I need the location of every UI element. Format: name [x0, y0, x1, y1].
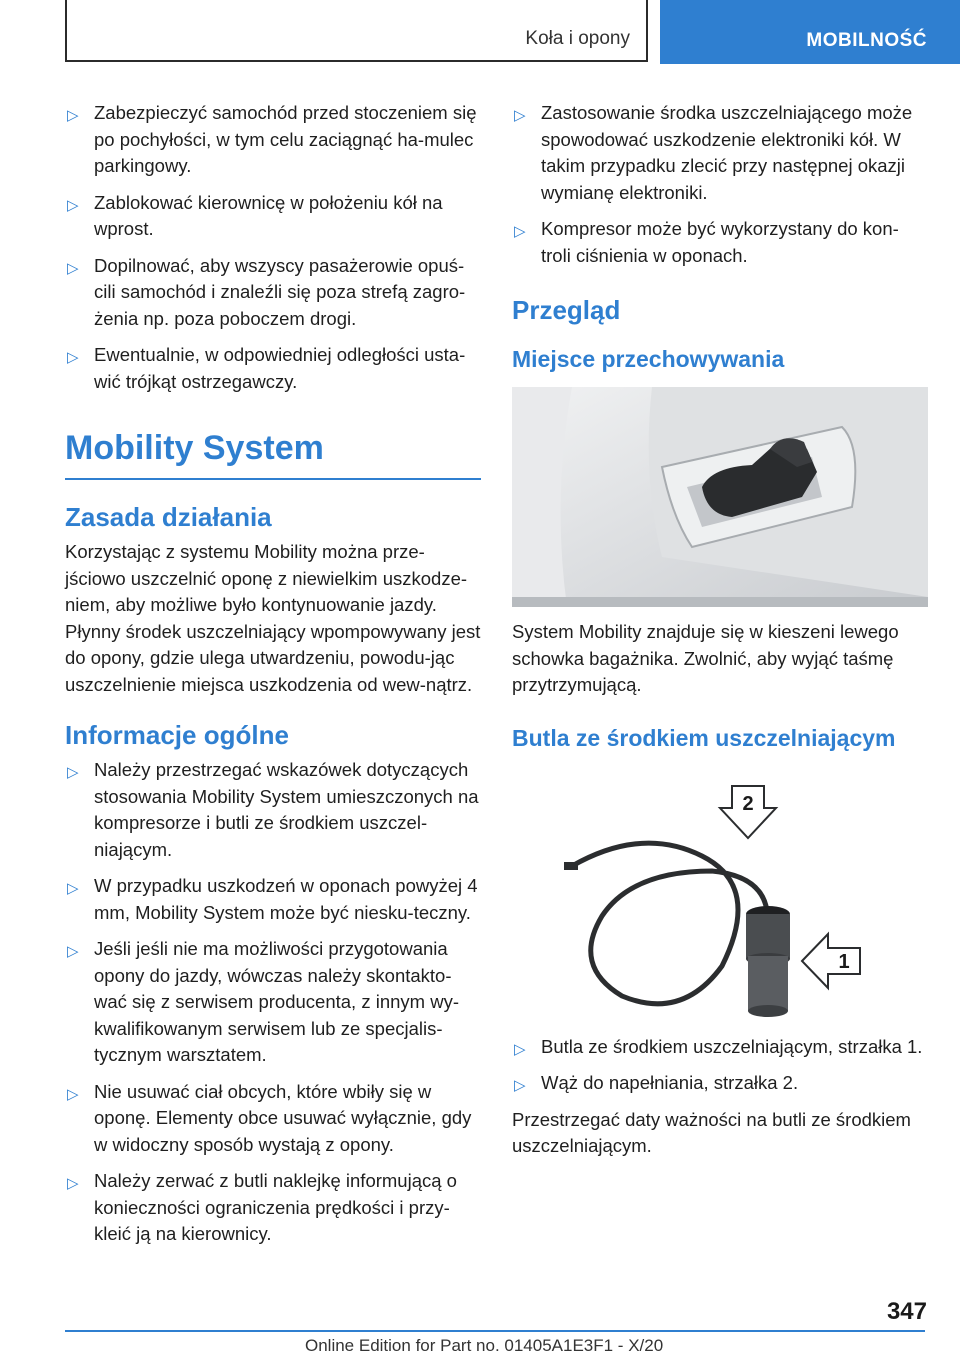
storage-paragraph: System Mobility znajduje się w kieszeni lewego schowka bagażnika. Zwolnić, aby wyjąć taśmę przytrzymującą. — [512, 621, 899, 695]
bullet-triangle-icon: ▷ — [67, 259, 79, 277]
section-heading-mobility-system: Mobility System — [65, 429, 481, 480]
header-chapter-tab — [660, 0, 960, 64]
page-number: 347 — [886, 1298, 927, 1325]
list-item: ▷ Należy zerwać z butli naklejkę informującą o konieczności ograniczenia prędkości i przy-kleić ją na kierownicy. — [67, 1170, 457, 1244]
expiry-paragraph: Przestrzegać daty ważności na butli ze środkiem uszczelniającym. — [512, 1108, 911, 1156]
list-item: ▷ Butla ze środkiem uszczelniającym, strzałka 1. — [512, 1034, 928, 1061]
list-item: ▷ Zablokować kierownicę w położeniu kół na wprost. — [67, 191, 443, 239]
heading-general-info: Informacje ogólne — [65, 720, 289, 750]
bullet-triangle-icon: ▷ — [67, 349, 79, 366]
sealant-bottle-illustration — [512, 766, 928, 1026]
left-column — [65, 100, 481, 1258]
list-item: ▷ W przypadku uszkodzeń w oponach powyżej 4 mm, Mobility System może być niesku-teczny. — [67, 875, 478, 923]
list-item: ▷ Ewentualnie, w odpowiedniej odległości usta-wić trójkąt ostrzegawczy. — [67, 344, 466, 392]
right-intro-bullet-list — [512, 100, 928, 269]
bullet-triangle-icon: ▷ — [514, 223, 526, 240]
list-item: ▷ Zabezpieczyć samochód przed stoczeniem się po pochyłości, w tym celu zaciągnąć ha-mulec parkingowy. — [67, 102, 477, 176]
storage-compartment-photo — [512, 387, 928, 607]
bullet-triangle-icon: ▷ — [67, 1175, 79, 1192]
bullet-triangle-icon: ▷ — [514, 1077, 526, 1094]
list-item: ▷ Nie usuwać ciał obcych, które wbiły się w oponę. Elementy obce usuwać wyłącznie, gdy w widoczny sposób wystają z opony. — [67, 1080, 472, 1155]
list-item: ▷ Zastosowanie środka uszczelniającego może spowodować uszkodzenie elektroniki kół. W takim przypadku zlecić przy następnej okazji wymianę elektroniki. — [514, 102, 913, 203]
header-section-title: Koła i opony — [525, 28, 630, 49]
bullet-triangle-icon: ▷ — [514, 107, 526, 124]
heading-principle: Zasada działania — [65, 502, 272, 532]
list-item: ▷ Kompresor może być wykorzystany do kon-troli ciśnienia w oponach. — [514, 218, 899, 266]
heading-storage: Miejsce przechowywania — [512, 346, 785, 372]
diagram-label-2: 2 — [742, 792, 754, 815]
heading-overview: Przegląd — [512, 295, 621, 325]
bullet-triangle-icon: ▷ — [67, 943, 79, 960]
bullet-triangle-icon: ▷ — [67, 764, 79, 781]
bullet-triangle-icon: ▷ — [67, 107, 79, 124]
list-item: ▷ Jeśli jeśli nie ma możliwości przygotowania opony do jazdy, wówczas należy skontakto-wać się z serwisem producenta, z innym wy-kwalifikowanym serwisem lub ze specjalis-tycznym warsztatem. — [67, 938, 459, 1065]
intro-bullet-list — [65, 100, 481, 395]
footer-edition-text: Online Edition for Part no. 01405A1E3F1 - X/20 — [305, 1336, 664, 1355]
list-item: ▷ Należy przestrzegać wskazówek dotyczących stosowania Mobility System umieszczonych na kompresorze i butli ze środkiem uszczel-niającym. — [67, 759, 479, 860]
list-item: ▷ Dopilnować, aby wszyscy pasażerowie opuś-cili samochód i znaleźli się poza strefą zagro-żenia np. poza poboczem drogi. — [67, 254, 466, 329]
sealant-bottle-diagram — [512, 766, 928, 1026]
bullet-triangle-icon: ▷ — [514, 1040, 526, 1058]
right-column — [512, 100, 928, 1170]
bullet-triangle-icon: ▷ — [67, 196, 79, 214]
header-chapter-label: MOBILNOŚĆ — [806, 30, 927, 51]
footer-divider — [65, 1330, 925, 1332]
bullet-triangle-icon: ▷ — [67, 880, 79, 897]
bullet-triangle-icon: ▷ — [67, 1085, 79, 1103]
principle-paragraph: Korzystając z systemu Mobility można prze-jściowo uszczelnić oponę z niewielkim uszkodze-niem, aby możliwe było kontynuowanie jazdy. Płynny środek uszczelniający wpompowywany jest do opony, gdzie ulega utwardzeniu, powodu-jąc uszczelnienie miejsca uszkodzenia od wew-nątrz. — [65, 541, 481, 695]
storage-compartment-illustration — [512, 387, 928, 607]
diagram-label-1: 1 — [838, 950, 850, 973]
general-bullet-list — [65, 757, 481, 1248]
bottle-bullet-list — [512, 1034, 928, 1097]
heading-sealant-bottle: Butla ze środkiem uszczelniającym — [512, 724, 896, 751]
list-item: ▷ Wąż do napełniania, strzałka 2. — [512, 1070, 928, 1097]
